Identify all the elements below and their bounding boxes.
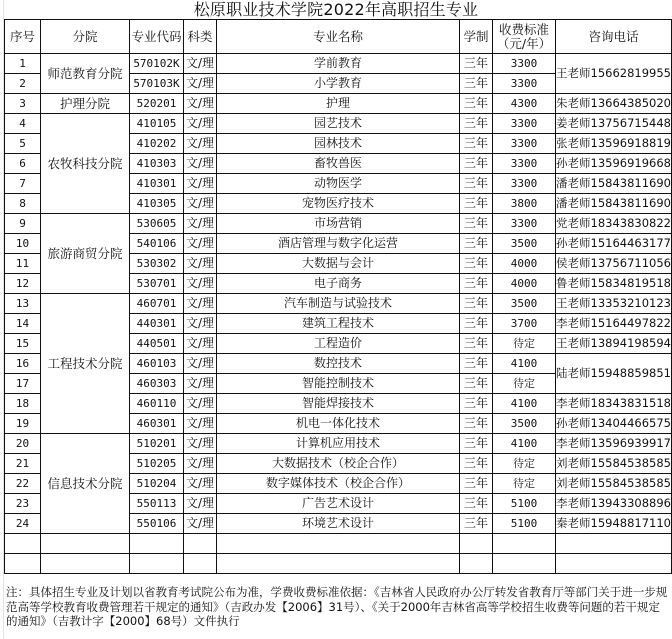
table-row (5, 114, 672, 134)
category-cell: 文/理 (184, 254, 217, 274)
category-cell: 文/理 (184, 314, 217, 334)
code-cell: 460110 (130, 394, 184, 414)
header-dept: 分院 (41, 20, 130, 54)
category-cell: 文/理 (184, 454, 217, 474)
seq-cell: 6 (5, 154, 41, 174)
code-cell: 550113 (130, 494, 184, 514)
contact-cell: 刘老师15584538585 (556, 474, 672, 494)
major-cell: 电子商务 (217, 274, 460, 294)
header-fee-line1: 收费标准 (498, 21, 549, 37)
duration-cell: 三年 (460, 434, 493, 454)
fee-cell: 4300 (493, 94, 556, 114)
duration-cell: 三年 (460, 194, 493, 214)
contact-cell: 张老师13596918819 (556, 134, 672, 154)
duration-cell: 三年 (460, 494, 493, 514)
category-cell: 文/理 (184, 414, 217, 434)
fee-cell: 3300 (493, 134, 556, 154)
seq-cell: 21 (5, 454, 41, 474)
duration-cell: 三年 (460, 134, 493, 154)
duration-cell: 三年 (460, 454, 493, 474)
contact-cell: 孙老师15164463177 (556, 234, 672, 254)
category-cell: 文/理 (184, 274, 217, 294)
fee-cell: 5100 (493, 514, 556, 534)
fee-cell: 4100 (493, 434, 556, 454)
code-cell: 410301 (130, 174, 184, 194)
code-cell: 570102K (130, 54, 184, 74)
table-row (5, 434, 672, 454)
dept-cell: 护理分院 (41, 94, 130, 114)
seq-cell: 10 (5, 234, 41, 254)
category-cell: 文/理 (184, 214, 217, 234)
contact-cell: 李老师15164497822 (556, 314, 672, 334)
contact-cell: 刘老师15584538585 (556, 454, 672, 474)
duration-cell: 三年 (460, 294, 493, 314)
seq-cell: 23 (5, 494, 41, 514)
admissions-table (4, 19, 672, 574)
fee-cell: 4100 (493, 394, 556, 414)
contact-cell: 孙老师13596919668 (556, 154, 672, 174)
table-row (5, 214, 672, 234)
contact-cell: 姜老师13756715448 (556, 114, 672, 134)
duration-cell: 三年 (460, 514, 493, 534)
category-cell: 文/理 (184, 494, 217, 514)
header-seq: 序号 (5, 20, 41, 54)
code-cell: 530605 (130, 214, 184, 234)
duration-cell: 三年 (460, 114, 493, 134)
major-cell: 园艺技术 (217, 114, 460, 134)
category-cell: 文/理 (184, 234, 217, 254)
category-cell: 文/理 (184, 434, 217, 454)
seq-cell: 4 (5, 114, 41, 134)
dept-cell: 工程技术分院 (41, 294, 130, 434)
major-cell: 大数据技术（校企合作） (217, 454, 460, 474)
code-cell: 410105 (130, 114, 184, 134)
contact-cell: 王老师13353210123 (556, 294, 672, 314)
code-cell: 520201 (130, 94, 184, 114)
seq-cell: 2 (5, 74, 41, 94)
fee-cell: 3500 (493, 414, 556, 434)
duration-cell: 三年 (460, 234, 493, 254)
category-cell: 文/理 (184, 514, 217, 534)
seq-cell: 17 (5, 374, 41, 394)
category-cell: 文/理 (184, 134, 217, 154)
header-category: 科类 (184, 20, 217, 54)
duration-cell: 三年 (460, 394, 493, 414)
dept-cell: 农牧科技分院 (41, 114, 130, 214)
dept-cell: 师范教育分院 (41, 54, 130, 94)
code-cell: 460701 (130, 294, 184, 314)
contact-cell: 党老师18343830822 (556, 214, 672, 234)
code-cell: 410305 (130, 194, 184, 214)
code-cell: 460303 (130, 374, 184, 394)
seq-cell: 13 (5, 294, 41, 314)
major-cell: 智能焊接技术 (217, 394, 460, 414)
seq-cell: 24 (5, 514, 41, 534)
duration-cell: 三年 (460, 174, 493, 194)
code-cell: 510205 (130, 454, 184, 474)
major-cell: 数字媒体技术（校企合作） (217, 474, 460, 494)
fee-cell: 待定 (493, 474, 556, 494)
contact-cell: 鲁老师15834819518 (556, 274, 672, 294)
footnote: 注：具体招生专业及计划以省教育考试院公布为准，学费收费标准依据：《吉林省人民政府办公厅转发省教育厅等部门关于进一步规范高等学校教育收费管理若干规定的通知》（吉政办发【2006】31号）、《关于2000年吉林省高等学校招生收费等问题的若干规定的通知》（吉教计字【2000】68号）文件执行 (6, 585, 668, 628)
seq-cell: 18 (5, 394, 41, 414)
fee-cell: 3300 (493, 114, 556, 134)
table-row (5, 54, 672, 74)
header-contact: 咨询电话 (556, 20, 672, 54)
duration-cell: 三年 (460, 374, 493, 394)
contact-cell: 潘老师15843811690 (556, 194, 672, 214)
duration-cell: 三年 (460, 54, 493, 74)
fee-cell: 3300 (493, 174, 556, 194)
contact-cell: 李老师13596939917 (556, 434, 672, 454)
duration-cell: 三年 (460, 354, 493, 374)
fee-cell: 5100 (493, 494, 556, 514)
major-cell: 大数据与会计 (217, 254, 460, 274)
fee-cell: 待定 (493, 334, 556, 354)
category-cell: 文/理 (184, 114, 217, 134)
major-cell: 酒店管理与数字化运营 (217, 234, 460, 254)
seq-cell: 15 (5, 334, 41, 354)
major-cell: 园林技术 (217, 134, 460, 154)
code-cell: 530701 (130, 274, 184, 294)
category-cell: 文/理 (184, 294, 217, 314)
contact-cell: 李老师18343831518 (556, 394, 672, 414)
major-cell: 宠物医疗技术 (217, 194, 460, 214)
header-row (5, 20, 672, 54)
code-cell: 410303 (130, 154, 184, 174)
major-cell: 广告艺术设计 (217, 494, 460, 514)
duration-cell: 三年 (460, 414, 493, 434)
seq-cell: 22 (5, 474, 41, 494)
category-cell: 文/理 (184, 394, 217, 414)
major-cell: 汽车制造与试验技术 (217, 294, 460, 314)
code-cell: 440301 (130, 314, 184, 334)
code-cell: 550106 (130, 514, 184, 534)
fee-cell: 4000 (493, 274, 556, 294)
seq-cell: 1 (5, 54, 41, 74)
contact-cell: 朱老师13664385020 (556, 94, 672, 114)
duration-cell: 三年 (460, 94, 493, 114)
contact-cell: 李老师13943308896 (556, 494, 672, 514)
major-cell: 学前教育 (217, 54, 460, 74)
fee-cell: 待定 (493, 374, 556, 394)
seq-cell: 19 (5, 414, 41, 434)
major-cell: 环境艺术设计 (217, 514, 460, 534)
seq-cell: 20 (5, 434, 41, 454)
category-cell: 文/理 (184, 334, 217, 354)
seq-cell: 3 (5, 94, 41, 114)
fee-cell: 3300 (493, 214, 556, 234)
code-cell: 510204 (130, 474, 184, 494)
contact-cell: 王老师13894198594 (556, 334, 672, 354)
contact-cell: 王老师15662819955 (556, 54, 672, 94)
category-cell: 文/理 (184, 154, 217, 174)
header-code: 专业代码 (130, 20, 184, 54)
major-cell: 机电一体化技术 (217, 414, 460, 434)
blank-row (5, 534, 672, 554)
category-cell: 文/理 (184, 174, 217, 194)
major-cell: 护理 (217, 94, 460, 114)
header-major: 专业名称 (217, 20, 460, 54)
contact-cell: 陆老师15948859851 (556, 354, 672, 394)
seq-cell: 9 (5, 214, 41, 234)
major-cell: 智能控制技术 (217, 374, 460, 394)
fee-cell: 4000 (493, 254, 556, 274)
major-cell: 畜牧兽医 (217, 154, 460, 174)
seq-cell: 12 (5, 274, 41, 294)
dept-cell: 信息技术分院 (41, 434, 130, 534)
blank-row (5, 554, 672, 574)
contact-cell: 孙老师13404466575 (556, 414, 672, 434)
fee-cell: 待定 (493, 454, 556, 474)
table-row (5, 94, 672, 114)
duration-cell: 三年 (460, 334, 493, 354)
fee-cell: 4100 (493, 354, 556, 374)
code-cell: 510201 (130, 434, 184, 454)
seq-cell: 8 (5, 194, 41, 214)
code-cell: 460301 (130, 414, 184, 434)
fee-cell: 3300 (493, 74, 556, 94)
duration-cell: 三年 (460, 474, 493, 494)
header-fee (493, 20, 556, 54)
category-cell: 文/理 (184, 354, 217, 374)
category-cell: 文/理 (184, 194, 217, 214)
category-cell: 文/理 (184, 374, 217, 394)
seq-cell: 7 (5, 174, 41, 194)
fee-cell: 3800 (493, 194, 556, 214)
contact-cell: 侯老师13756711056 (556, 254, 672, 274)
seq-cell: 11 (5, 254, 41, 274)
seq-cell: 14 (5, 314, 41, 334)
major-cell: 小学教育 (217, 74, 460, 94)
major-cell: 计算机应用技术 (217, 434, 460, 454)
fee-cell: 3300 (493, 154, 556, 174)
seq-cell: 16 (5, 354, 41, 374)
code-cell: 530302 (130, 254, 184, 274)
code-cell: 440501 (130, 334, 184, 354)
code-cell: 410202 (130, 134, 184, 154)
dept-cell: 旅游商贸分院 (41, 214, 130, 294)
fee-cell: 3300 (493, 54, 556, 74)
category-cell: 文/理 (184, 94, 217, 114)
major-cell: 数控技术 (217, 354, 460, 374)
fee-cell: 3500 (493, 294, 556, 314)
seq-cell: 5 (5, 134, 41, 154)
category-cell: 文/理 (184, 474, 217, 494)
major-cell: 工程造价 (217, 334, 460, 354)
fee-cell: 3500 (493, 234, 556, 254)
duration-cell: 三年 (460, 74, 493, 94)
major-cell: 动物医学 (217, 174, 460, 194)
major-cell: 市场营销 (217, 214, 460, 234)
table-row (5, 294, 672, 314)
header-duration: 学制 (460, 20, 493, 54)
header-fee-line2: （元/年） (496, 35, 552, 51)
duration-cell: 三年 (460, 214, 493, 234)
contact-cell: 秦老师15948817110 (556, 514, 672, 534)
category-cell: 文/理 (184, 74, 217, 94)
code-cell: 540106 (130, 234, 184, 254)
major-cell: 建筑工程技术 (217, 314, 460, 334)
page-title: 松原职业技术学院2022年高职招生专业 (193, 0, 479, 19)
code-cell: 570103K (130, 74, 184, 94)
duration-cell: 三年 (460, 154, 493, 174)
duration-cell: 三年 (460, 314, 493, 334)
contact-cell: 潘老师15843811690 (556, 174, 672, 194)
duration-cell: 三年 (460, 274, 493, 294)
fee-cell: 3700 (493, 314, 556, 334)
category-cell: 文/理 (184, 54, 217, 74)
duration-cell: 三年 (460, 254, 493, 274)
code-cell: 460103 (130, 354, 184, 374)
